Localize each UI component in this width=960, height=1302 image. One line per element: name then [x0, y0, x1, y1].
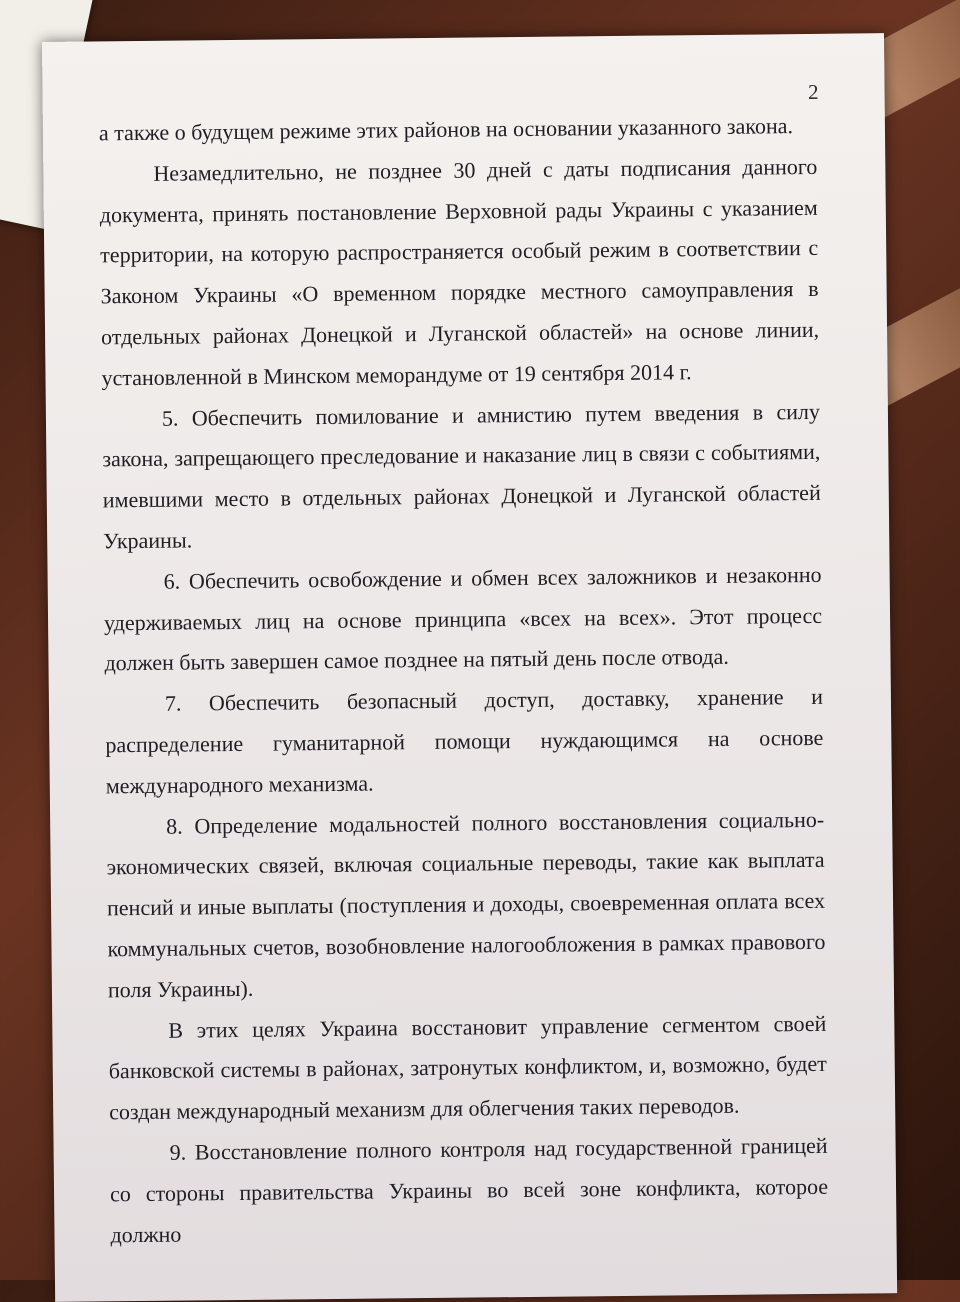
document-page	[42, 33, 897, 1302]
paragraph-item-7: 7. Обеспечить безопасный доступ, доставку, хранение и распределение гуманитарной помощи нуждающимся на основе международного механизма.	[105, 684, 824, 799]
page-number: 2	[807, 79, 819, 104]
paragraph: В этих целях Украина восстановит управление сегментом своей банковской системы в районах, затронутых конфликтом, и, возможно, будет создан международный механизм для облегчения таких переводов.	[108, 1010, 827, 1125]
paragraph-item-5: 5. Обеспечить помилование и амнистию путем введения в силу закона, запрещающего преследование и наказание лиц в связи с событиями, имевшими место в отдельных районах Донецкой и Луганской областей Украины.	[102, 398, 821, 554]
paragraph: а также о будущем режиме этих районов на основании указанного закона.	[98, 113, 794, 146]
document-body	[99, 106, 829, 1256]
paragraph-item-9: 9. Восстановление полного контроля над государственной границей со стороны правительства Украины во всей зоне конфликта, которое должно	[109, 1132, 829, 1247]
paragraph-item-6: 6. Обеспечить освобождение и обмен всех заложников и незаконно удерживаемых лиц на основе принципа «всех на всех». Этот процесс должен быть завершен самое позднее на пятый день после отвода.	[103, 561, 823, 676]
paragraph: Незамедлительно, не позднее 30 дней с даты подписания данного документа, принять постановление Верховной рады Украины с указанием территории, на которую распространяется особый режим в соответствии с Законом Украины «О временном порядке местного самоуправления в отдельных районах Донецкой и Луганской областей» на основе линии, установленной в Минском меморандуме от 19 сентября 2014 г.	[99, 153, 820, 391]
paragraph-item-8: 8. Определение модальностей полного восстановления социально-экономических связей, включая социальные переводы, такие как выплата пенсий и иные выплаты (поступления и доходы, своевременная оплата всех коммунальных счетов, возобновление налогообложения в рамках правового поля Украины).	[106, 806, 826, 1003]
